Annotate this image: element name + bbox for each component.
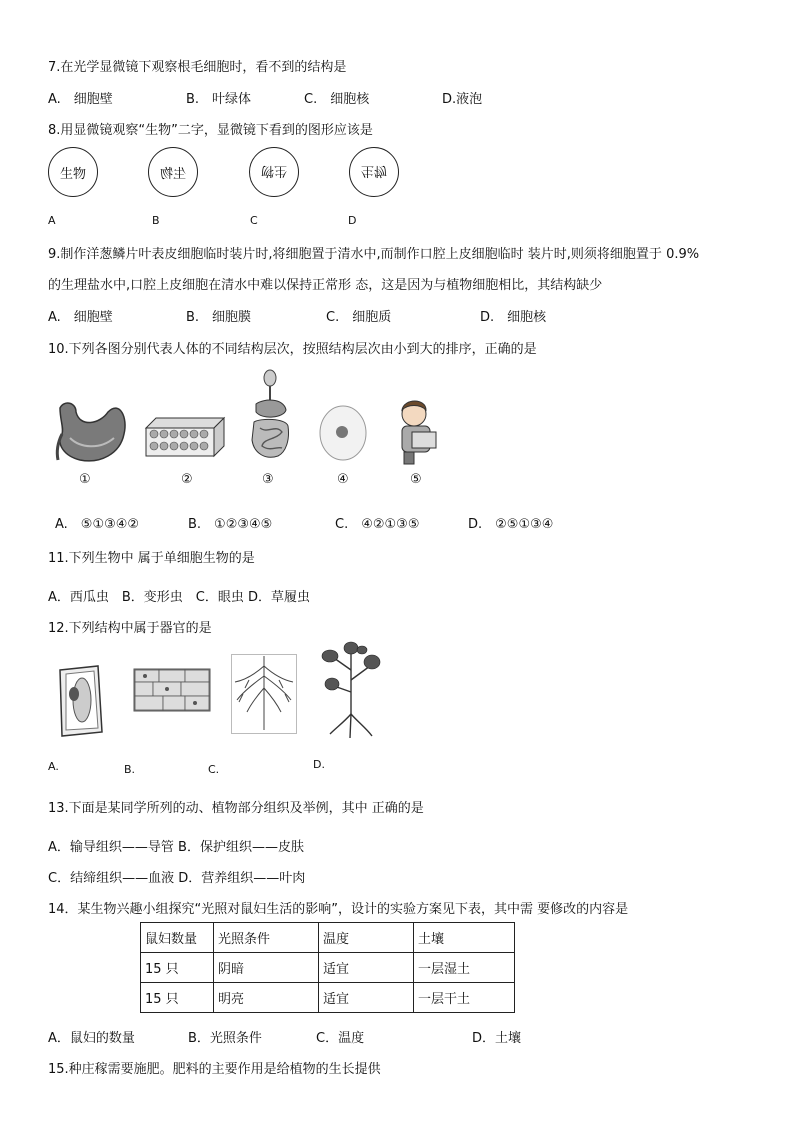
digestive-system-picture <box>246 368 294 466</box>
q7-option-d: D.液泡 <box>442 92 483 107</box>
q12-label-b: B. <box>124 763 136 776</box>
animal-cell-picture <box>318 404 368 462</box>
table-cell: 15 只 <box>141 983 214 1013</box>
q10-option-d: D. ②⑤①③④ <box>468 517 554 532</box>
q7-option-c: C. 细胞核 <box>304 92 370 107</box>
q11-options: A．西瓜虫 B．变形虫 C．眼虫 D．草履虫 <box>48 590 311 605</box>
q12-label-a: A. <box>48 760 59 773</box>
q15-stem: 15.种庄稼需要施肥。肥料的主要作用是给植物的生长提供 <box>48 1062 381 1077</box>
table-cell: 适宜 <box>319 983 414 1013</box>
q9-option-a: A. 细胞壁 <box>48 310 113 325</box>
table-cell: 明亮 <box>214 983 319 1013</box>
table-row <box>141 983 515 1013</box>
table-header-cell: 温度 <box>319 923 414 953</box>
table-header-cell: 鼠妇数量 <box>141 923 214 953</box>
q8-circle-a-text: 生物 <box>59 166 86 182</box>
q13-options-line2: C．结缔组织——血液 D．营养组织——叶肉 <box>48 871 306 886</box>
q8-label-c: C <box>250 214 258 227</box>
table-cell: 阴暗 <box>214 953 319 983</box>
root-picture <box>231 654 297 734</box>
whole-plant-picture <box>320 640 382 740</box>
experiment-table <box>140 922 515 1013</box>
q14-option-b: B．光照条件 <box>188 1031 262 1046</box>
q12-label-d: D. <box>313 758 325 771</box>
q14-option-d: D．土壤 <box>472 1031 522 1046</box>
q9-option-d: D. 细胞核 <box>480 310 547 325</box>
q9-stem-line1: 9.制作洋葱鳞片叶表皮细胞临时装片时,将细胞置于清水中,而制作口腔上皮细胞临时 装片时,则须将细胞置于 0.9% <box>48 247 700 262</box>
q10-stem: 10.下列各图分别代表人体的不同结构层次，按照结构层次由小到大的排序，正确的是 <box>48 342 537 357</box>
q13-options-line1: A．输导组织——导管 B．保护组织——皮肤 <box>48 840 304 855</box>
q8-circle-a <box>48 147 98 197</box>
q8-label-b: B <box>152 214 160 227</box>
q10-option-c: C. ④②①③⑤ <box>335 517 420 532</box>
table-header-row <box>141 923 515 953</box>
q7-option-a: A. 细胞壁 <box>48 92 113 107</box>
q13-stem: 13.下面是某同学所列的动、植物部分组织及举例，其中 正确的是 <box>48 801 424 816</box>
table-header-cell: 光照条件 <box>214 923 319 953</box>
q14-option-a: A．鼠妇的数量 <box>48 1031 135 1046</box>
q10-pic-label-1: ① <box>79 472 91 487</box>
q8-circle-c-text: 生物 <box>260 162 287 178</box>
q9-option-b: B. 细胞膜 <box>186 310 252 325</box>
q10-pic-label-2: ② <box>181 472 193 487</box>
q12-label-c: C. <box>208 763 220 776</box>
q14-stem: 14．某生物兴趣小组探究“光照对鼠妇生活的影响”，设计的实验方案见下表，其中需 要修改的内容是 <box>48 902 629 917</box>
table-cell: 一层干土 <box>414 983 515 1013</box>
q10-pic-label-3: ③ <box>262 472 274 487</box>
table-cell: 15 只 <box>141 953 214 983</box>
child-picture <box>394 398 440 466</box>
q12-stem: 12.下列结构中属于器官的是 <box>48 621 212 636</box>
q8-label-d: D <box>348 214 357 227</box>
plant-cell-picture <box>52 662 104 738</box>
q8-stem: 8.用显微镜观察“生物”二字，显微镜下看到的图形应该是 <box>48 123 373 138</box>
q10-pic-label-5: ⑤ <box>410 472 422 487</box>
table-header-cell: 土壤 <box>414 923 515 953</box>
plant-tissue-picture <box>133 668 211 712</box>
stomach-picture <box>50 398 130 466</box>
q7-stem: 7.在光学显微镜下观察根毛细胞时，看不到的结构是 <box>48 60 347 75</box>
q10-pic-label-4: ④ <box>337 472 349 487</box>
q8-circle-b <box>148 147 198 197</box>
q8-circle-d <box>349 147 399 197</box>
q8-circle-b-text: 生物 <box>159 166 186 182</box>
q8-label-a: A <box>48 214 56 227</box>
q8-circle-c <box>249 147 299 197</box>
q10-option-b: B. ①②③④⑤ <box>188 517 273 532</box>
q7-option-b: B. 叶绿体 <box>186 92 252 107</box>
q9-stem-line2: 的生理盐水中,口腔上皮细胞在清水中难以保持正常形 态，这是因为与植物细胞相比，其结构缺少 <box>48 278 603 293</box>
q11-stem: 11.下列生物中 属于单细胞生物的是 <box>48 551 255 566</box>
q9-option-c: C. 细胞质 <box>326 310 392 325</box>
q14-option-c: C．温度 <box>316 1031 365 1046</box>
q10-option-a: A. ⑤①③④② <box>55 517 140 532</box>
epithelial-tissue-picture <box>144 412 226 462</box>
table-row <box>141 953 515 983</box>
q8-circle-d-text: 生物 <box>360 162 387 178</box>
table-cell: 适宜 <box>319 953 414 983</box>
table-cell: 一层湿土 <box>414 953 515 983</box>
